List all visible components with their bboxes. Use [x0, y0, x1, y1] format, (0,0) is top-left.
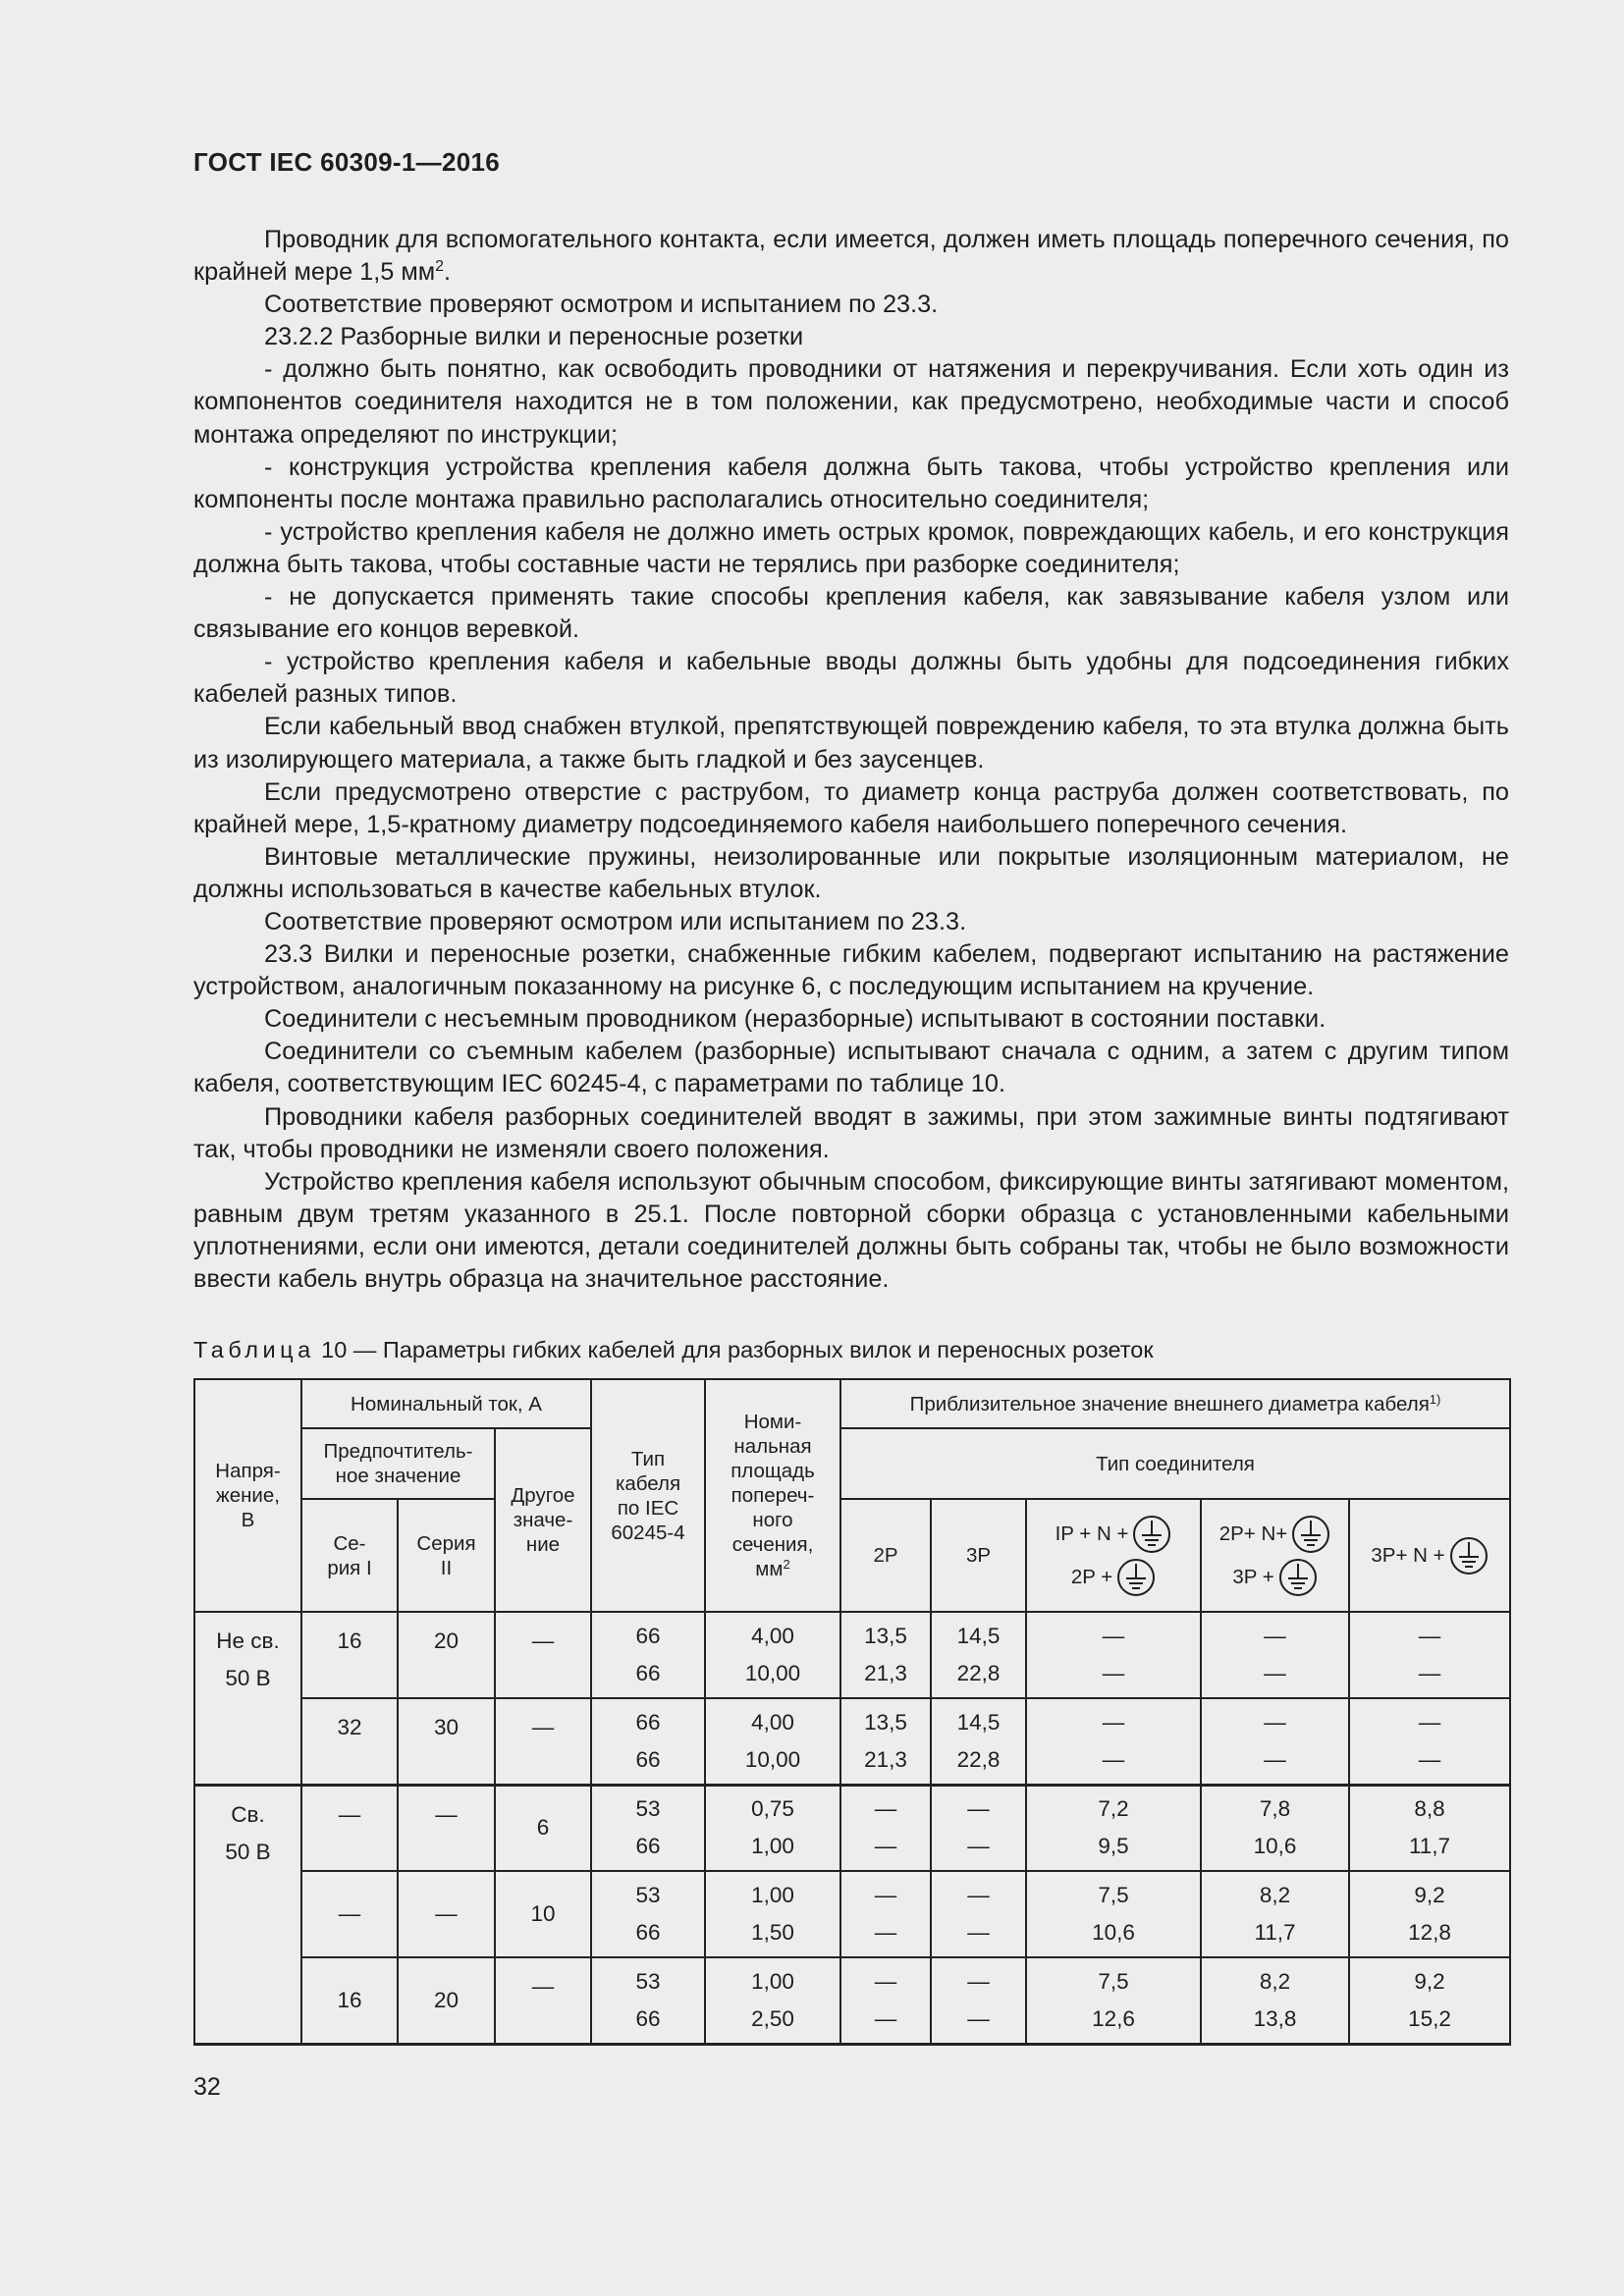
type-cell [591, 1612, 705, 1698]
cell-value: 10,6 [1092, 1920, 1135, 1945]
header-cross-section: Номи- нальная площадь попереч- ного сечения, $мм^2$ [705, 1379, 840, 1612]
series-2-cell: 30 [398, 1698, 495, 1785]
table-caption [193, 1337, 1154, 1363]
cell-value: 7,5 [1098, 1968, 1129, 1994]
cell-value: 14,5 [956, 1709, 1001, 1735]
paragraph: Соответствие проверяют осмотром или испытанием по 23.3. [264, 907, 967, 935]
cell-value: — [967, 1796, 990, 1822]
paragraph: - конструкция устройства крепления кабеля должна быть такова, чтобы устройство крепления или компоненты после монтажа правильно располагались относительно соединителя; [193, 453, 1509, 513]
c1-cell [1026, 1612, 1201, 1698]
cell-value: — [967, 1920, 990, 1945]
cell-value: 53 [635, 1796, 661, 1822]
cell-value: 8,2 [1259, 1883, 1291, 1907]
cell-value: 66 [635, 1746, 661, 1772]
c1-cell [1026, 1871, 1201, 1957]
cell-value: 9,5 [1098, 1834, 1129, 1859]
cell-value: — [1418, 1709, 1441, 1735]
table-row [194, 1698, 1510, 1785]
cell-value: 12,6 [1092, 2005, 1135, 2031]
header-series-1: Се- рия I [301, 1499, 398, 1612]
table-caption-label: Таблица [193, 1337, 315, 1362]
cell-value: 10,00 [744, 1661, 801, 1685]
series-2-cell: 20 [398, 1612, 495, 1698]
earth-icon [1291, 1515, 1330, 1554]
type-cell [591, 1785, 705, 1871]
c3-cell [1349, 1785, 1510, 1871]
cell-value: 7,8 [1259, 1796, 1291, 1822]
series-2-cell: 20 [398, 1957, 495, 2044]
header-2p: 2P [840, 1499, 931, 1612]
c3-cell [1349, 1612, 1510, 1698]
table-caption-title: 10 — Параметры гибких кабелей для разборных вилок и переносных розеток [314, 1337, 1154, 1362]
area-cell [705, 1871, 840, 1957]
paragraph: - устройство крепления кабеля и кабельные вводы должны быть удобны для подсоединения гибких кабелей разных типов. [193, 648, 1509, 709]
cell-value: 22,8 [956, 1661, 1001, 1685]
cell-value: — [1418, 1661, 1441, 1685]
cell-value: 22,8 [956, 1746, 1001, 1772]
series-1-cell: 16 [301, 1612, 398, 1698]
table-row [194, 1785, 1510, 1871]
cell-value: 53 [635, 1968, 661, 1994]
other-value-cell: — [495, 1698, 591, 1785]
p2-cell [840, 1698, 931, 1785]
type-cell [591, 1698, 705, 1785]
area-cell [705, 1785, 840, 1871]
other-value-cell: — [495, 1957, 591, 2044]
cell-value: — [1264, 1661, 1286, 1685]
header-series-2: Серия II [398, 1499, 495, 1612]
cell-value: 11,7 [1408, 1834, 1451, 1859]
p3-cell [931, 1785, 1026, 1871]
paragraph: Винтовые металлические пружины, неизолированные или покрытые изоляционным материалом, не должны использоваться в качестве кабельных втулок. [193, 842, 1509, 903]
series-1-cell: — [301, 1871, 398, 1957]
p2-cell [840, 1785, 931, 1871]
paragraph: - не допускается применять такие способы крепления кабеля, как завязывание кабеля узлом или связывание его концов веревкой. [193, 583, 1509, 644]
p2-cell [840, 1957, 931, 2044]
paragraph: - устройство крепления кабеля не должно иметь острых кромок, повреждающих кабель, и его конструкция должна быть такова, чтобы составные части не терялись при разборке соединителя; [193, 517, 1509, 578]
cell-value: 66 [635, 1834, 661, 1859]
cell-value: — [874, 1883, 897, 1907]
series-1-cell: 16 [301, 1957, 398, 2044]
cell-value: — [1264, 1746, 1286, 1772]
paragraph: 23.2.2 Разборные вилки и переносные розетки [264, 323, 804, 351]
cell-value: 8,2 [1259, 1968, 1291, 1994]
c1-cell [1026, 1785, 1201, 1871]
cell-value: 12,8 [1408, 1920, 1451, 1945]
p2-cell [840, 1871, 931, 1957]
cell-value: — [967, 1834, 990, 1859]
cell-value: 66 [635, 2005, 661, 2031]
cell-value: 66 [635, 1920, 661, 1945]
p3-cell [931, 1612, 1026, 1698]
cell-value: 10,6 [1253, 1834, 1297, 1859]
cell-value: 0,75 [751, 1796, 794, 1822]
header-connector-type: Тип соединителя [840, 1428, 1510, 1499]
paragraph: Соединители со съемным кабелем (разборные) испытывают сначала с одним, а затем с другим типом кабеля, соответствующим IEC 60245-4, с параметрами по таблице 10. [193, 1038, 1509, 1098]
cell-value: — [1102, 1709, 1125, 1735]
p2-cell [840, 1612, 931, 1698]
area-cell [705, 1612, 840, 1698]
cell-value: — [1418, 1746, 1441, 1772]
header-preferred-value: Предпочтитель- ное значение [301, 1428, 495, 1499]
cell-value: 53 [635, 1883, 661, 1907]
cell-value: 9,2 [1414, 1883, 1445, 1907]
cell-value: — [1264, 1624, 1286, 1648]
c2-cell [1201, 1612, 1349, 1698]
c3-cell [1349, 1957, 1510, 2044]
cell-value: — [874, 2005, 897, 2031]
cell-value: 8,8 [1414, 1796, 1445, 1822]
paragraph: - должно быть понятно, как освободить проводники от натяжения и перекручивания. Если хоть один из компонентов соединителя находится не в том положении, как предусмотрено, необходимые части и способ монтажа определяют по инструкции; [193, 355, 1509, 449]
header-ipn-earth: IP + N + 2P + [1026, 1499, 1201, 1612]
area-cell [705, 1698, 840, 1785]
paragraph: Если кабельный ввод снабжен втулкой, препятствующей повреждению кабеля, то эта втулка должна быть из изолирующего материала, а также быть гладкой и без заусенцев. [193, 713, 1509, 774]
cell-value: 21,3 [864, 1746, 907, 1772]
cell-value: 14,5 [956, 1624, 1001, 1648]
header-2pn-earth: 2P+ N+ 3P + [1201, 1499, 1349, 1612]
cell-value: 1,00 [751, 1968, 794, 1994]
paragraph: Если предусмотрено отверстие с раструбом, то диаметр конца раструба должен соответствовать, по крайней мере, 1,5-кратному диаметру подсоединяемого кабеля наибольшего поперечного сечения. [193, 777, 1509, 838]
header-3p: 3P [931, 1499, 1026, 1612]
type-cell [591, 1957, 705, 2044]
cell-value: — [1102, 1746, 1125, 1772]
cell-value: 7,2 [1098, 1796, 1129, 1822]
cell-value: 4,00 [751, 1709, 794, 1735]
p3-cell [931, 1871, 1026, 1957]
cable-parameters-table [193, 1378, 1511, 2046]
cell-value: — [1102, 1661, 1125, 1685]
table-row [194, 1871, 1510, 1957]
cell-value: — [1102, 1624, 1125, 1648]
cell-value: — [874, 1834, 897, 1859]
cell-value: 1,50 [751, 1920, 794, 1945]
p3-cell [931, 1698, 1026, 1785]
c1-cell [1026, 1957, 1201, 2044]
cell-value: — [967, 2005, 990, 2031]
cell-value: 66 [635, 1624, 661, 1648]
header-cable-type: Тип кабеля по IEC 60245-4 [591, 1379, 705, 1612]
c3-cell [1349, 1698, 1510, 1785]
cell-value: — [874, 1968, 897, 1994]
cell-value: 10,00 [744, 1746, 801, 1772]
cell-value: 4,00 [751, 1624, 794, 1648]
cell-value: 66 [635, 1709, 661, 1735]
earth-icon [1132, 1515, 1171, 1554]
paragraph: Соответствие проверяют осмотром и испытанием по 23.3. [264, 291, 939, 319]
paragraph: Проводник для вспомогательного контакта, если имеется, должен иметь площадь поперечного сечения, по крайней мере 1,5 $мм^2$. [193, 226, 1509, 287]
cell-value: 2,50 [751, 2005, 794, 2031]
cell-value: — [874, 1920, 897, 1945]
series-2-cell: — [398, 1871, 495, 1957]
series-1-cell: 32 [301, 1698, 398, 1785]
cell-value: — [967, 1968, 990, 1994]
cell-value: 13,5 [864, 1624, 907, 1648]
cell-value: 13,8 [1253, 2005, 1297, 2031]
paragraph: 23.3 Вилки и переносные розетки, снабженные гибким кабелем, подвергают испытанию на растяжение устройством, аналогичным показанному на рисунке 6, с последующим испытанием на кручение. [193, 940, 1509, 1001]
c1-cell [1026, 1698, 1201, 1785]
cell-value: — [874, 1796, 897, 1822]
c2-cell [1201, 1785, 1349, 1871]
cell-value: 13,5 [864, 1709, 907, 1735]
c3-cell [1349, 1871, 1510, 1957]
header-outer-diameter: Приблизительное значение внешнего диаметра кабеля$^{1)}$ [840, 1379, 1510, 1428]
other-value-cell: 6 [495, 1785, 591, 1871]
earth-icon [1449, 1536, 1489, 1575]
voltage-cell: Св. 50 В [194, 1785, 301, 2044]
p3-cell [931, 1957, 1026, 2044]
cell-value: — [1418, 1624, 1441, 1648]
page-number: 32 [193, 2073, 221, 2101]
cell-value: 9,2 [1414, 1968, 1445, 1994]
earth-icon [1278, 1558, 1318, 1597]
paragraph: Устройство крепления кабеля используют обычным способом, фиксирующие винты затягивают моментом, равным двум третям указанного в 25.1. После повторной сборки образца с установленными кабельными уплотнениями, если они имеются, детали соединителей должны быть собраны так, чтобы не было возможности ввести кабель внутрь образца на значительное расстояние. [193, 1167, 1509, 1293]
cell-value: 21,3 [864, 1661, 907, 1685]
earth-icon [1116, 1558, 1156, 1597]
type-cell [591, 1871, 705, 1957]
area-cell [705, 1957, 840, 2044]
paragraph: Проводники кабеля разборных соединителей вводят в зажимы, при этом зажимные винты подтягивают так, чтобы проводники не изменяли своего положения. [193, 1102, 1509, 1163]
paragraph: Соединители с несъемным проводником (неразборные) испытывают в состоянии поставки. [264, 1005, 1326, 1034]
document-header: ГОСТ IEC 60309-1—2016 [193, 147, 500, 177]
header-rated-current: Номинальный ток, А [301, 1379, 591, 1428]
c2-cell [1201, 1957, 1349, 2044]
c2-cell [1201, 1871, 1349, 1957]
series-2-cell: — [398, 1785, 495, 1871]
header-other-value: Другое значе- ние [495, 1428, 591, 1612]
series-1-cell: — [301, 1785, 398, 1871]
table-row [194, 1612, 1510, 1698]
cell-value: 1,00 [751, 1883, 794, 1907]
cell-value: 7,5 [1098, 1883, 1129, 1907]
cell-value: 1,00 [751, 1834, 794, 1859]
cell-value: 15,2 [1408, 2005, 1451, 2031]
other-value-cell: 10 [495, 1871, 591, 1957]
c2-cell [1201, 1698, 1349, 1785]
cell-value: 11,7 [1254, 1920, 1296, 1945]
voltage-cell: Не св. 50 В [194, 1612, 301, 1785]
header-voltage: Напря- жение, В [194, 1379, 301, 1612]
cell-value: — [1264, 1709, 1286, 1735]
header-3pn-earth: 3P+ N + [1349, 1499, 1510, 1612]
cell-value: 66 [635, 1661, 661, 1685]
table-row [194, 1957, 1510, 2044]
other-value-cell: — [495, 1612, 591, 1698]
cell-value: — [967, 1883, 990, 1907]
body-text [193, 224, 1509, 1296]
